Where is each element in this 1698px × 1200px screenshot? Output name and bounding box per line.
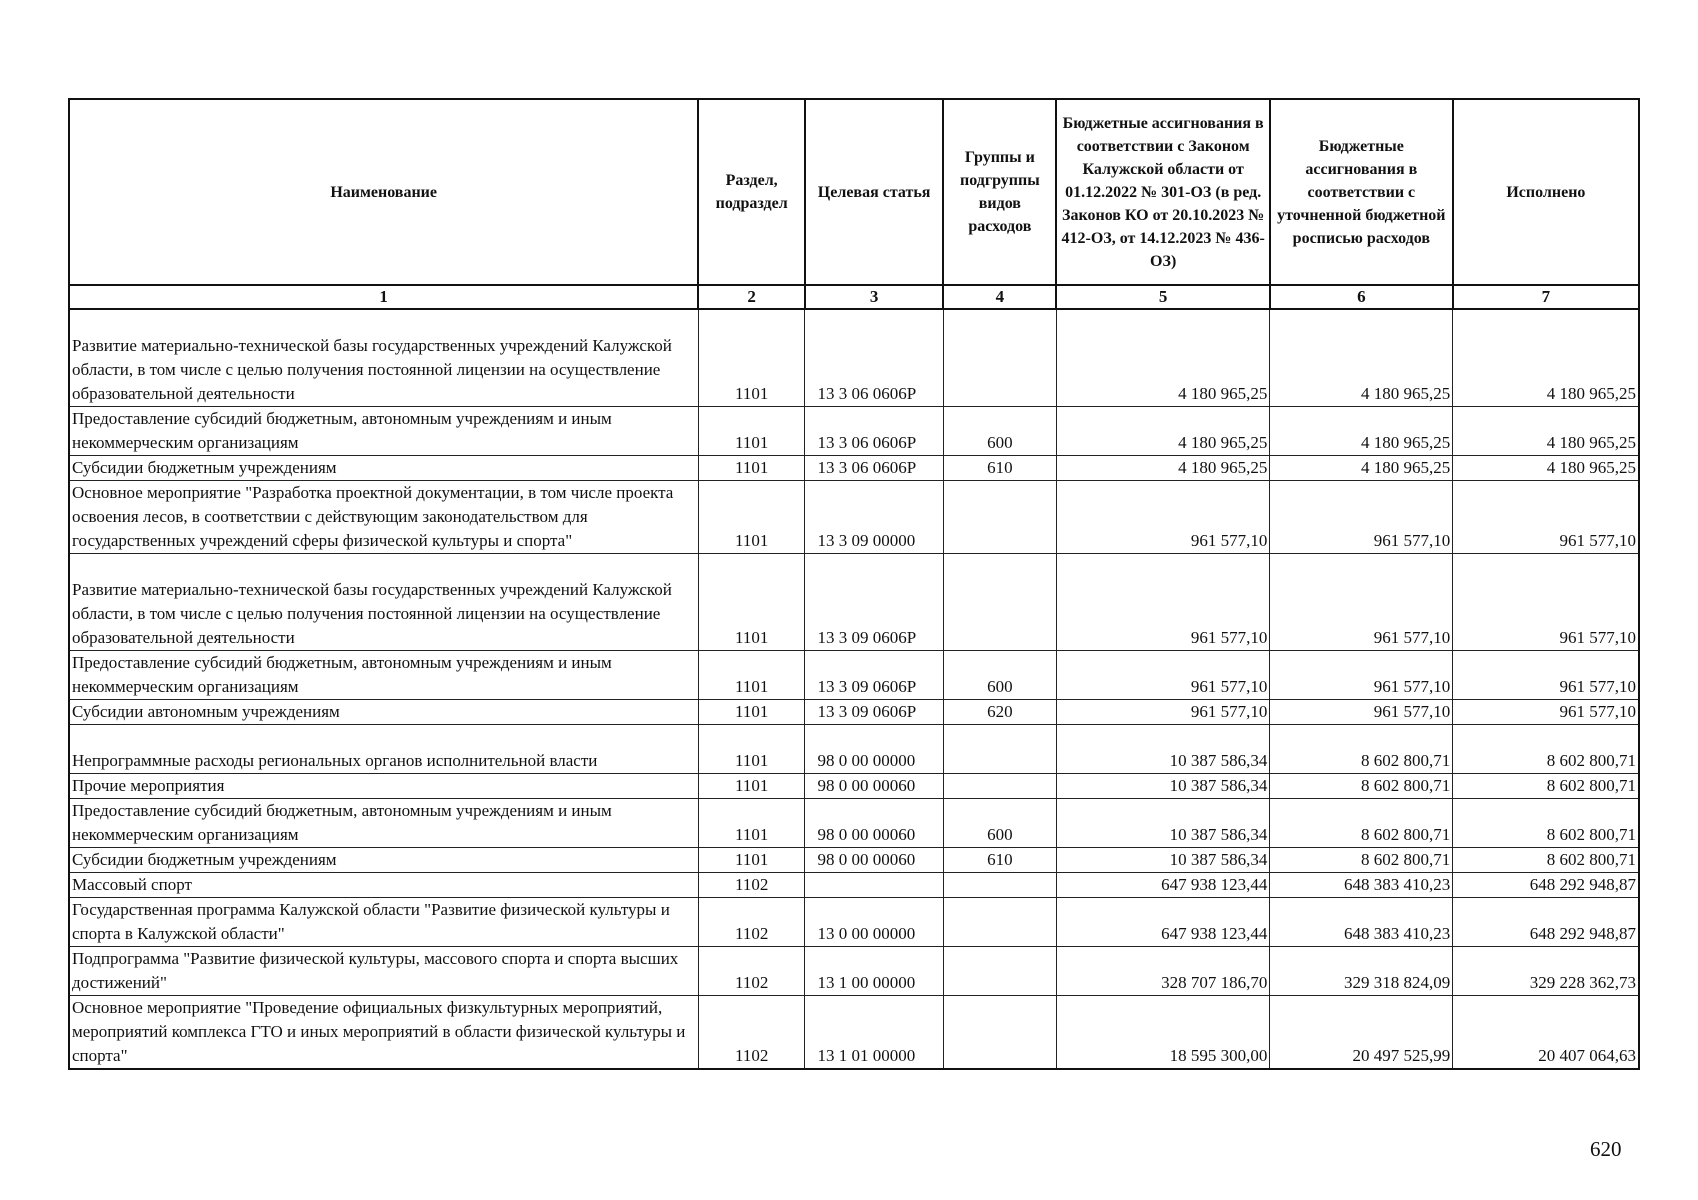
- row-section: 1101: [698, 309, 805, 407]
- table-row: [69, 947, 1639, 996]
- row-group: [943, 873, 1056, 898]
- row-section: 1101: [698, 407, 805, 456]
- row-refined: 20 497 525,99: [1270, 996, 1453, 1070]
- column-number-row: [69, 285, 1639, 309]
- row-executed: 648 292 948,87: [1453, 873, 1639, 898]
- page-number: 620: [1590, 1137, 1622, 1161]
- header-budget-law: Бюджетные ассигнования в соответствии с Законом Калужской области от 01.12.2022 № 301-ОЗ (в ред. Законов КО от 20.10.2023 № 412-ОЗ, от 14.12.2023 № 436-ОЗ): [1056, 99, 1269, 285]
- row-executed: 8 602 800,71: [1453, 799, 1639, 848]
- row-refined: 961 577,10: [1270, 481, 1453, 554]
- row-refined: 8 602 800,71: [1270, 774, 1453, 799]
- row-name: Прочие мероприятия: [69, 774, 698, 799]
- row-article: 13 3 09 00000: [805, 481, 943, 554]
- row-refined: 648 383 410,23: [1270, 873, 1453, 898]
- row-section: 1101: [698, 774, 805, 799]
- row-name: Массовый спорт: [69, 873, 698, 898]
- row-name: Субсидии автономным учреждениям: [69, 700, 698, 725]
- row-group: [943, 898, 1056, 947]
- row-section: 1102: [698, 898, 805, 947]
- row-budget: 10 387 586,34: [1056, 799, 1269, 848]
- table-row: [69, 898, 1639, 947]
- column-number: 1: [69, 285, 698, 309]
- row-section: 1102: [698, 873, 805, 898]
- row-executed: 961 577,10: [1453, 481, 1639, 554]
- row-group: 620: [943, 700, 1056, 725]
- row-budget: 10 387 586,34: [1056, 725, 1269, 774]
- row-group: 610: [943, 456, 1056, 481]
- row-section: 1102: [698, 947, 805, 996]
- row-section: 1101: [698, 554, 805, 651]
- row-group: 610: [943, 848, 1056, 873]
- budget-execution-table: [68, 98, 1640, 1070]
- row-executed: 8 602 800,71: [1453, 848, 1639, 873]
- row-executed: 4 180 965,25: [1453, 309, 1639, 407]
- row-name: Государственная программа Калужской области "Развитие физической культуры и спорта в Калужской области": [69, 898, 698, 947]
- table-row: [69, 848, 1639, 873]
- row-article: 13 3 06 0606Р: [805, 456, 943, 481]
- row-group: [943, 996, 1056, 1070]
- row-name: Развитие материально-технической базы государственных учреждений Калужской области, в том числе с целью получения постоянной лицензии на осуществление образовательной деятельности: [69, 554, 698, 651]
- row-budget: 18 595 300,00: [1056, 996, 1269, 1070]
- row-refined: 8 602 800,71: [1270, 799, 1453, 848]
- row-group: [943, 554, 1056, 651]
- row-name: Предоставление субсидий бюджетным, автономным учреждениям и иным некоммерческим организациям: [69, 799, 698, 848]
- table-row: [69, 407, 1639, 456]
- row-name: Основное мероприятие "Разработка проектной документации, в том числе проекта освоения лесов, в соответствии с действующим законодательством для государственных учреждений сферы физической культуры и спорта": [69, 481, 698, 554]
- row-refined: 648 383 410,23: [1270, 898, 1453, 947]
- table-row: [69, 700, 1639, 725]
- table-row: [69, 774, 1639, 799]
- table-row: [69, 873, 1639, 898]
- row-article: 98 0 00 00060: [805, 774, 943, 799]
- row-article: 13 1 00 00000: [805, 947, 943, 996]
- row-budget: 961 577,10: [1056, 554, 1269, 651]
- row-name: Субсидии бюджетным учреждениям: [69, 848, 698, 873]
- row-article: 13 1 01 00000: [805, 996, 943, 1070]
- table-header-row: [69, 99, 1639, 285]
- row-budget: 4 180 965,25: [1056, 456, 1269, 481]
- row-refined: 4 180 965,25: [1270, 456, 1453, 481]
- row-budget: 10 387 586,34: [1056, 848, 1269, 873]
- row-section: 1101: [698, 848, 805, 873]
- row-executed: 961 577,10: [1453, 554, 1639, 651]
- row-article: 13 3 09 0606Р: [805, 554, 943, 651]
- table-row: [69, 309, 1639, 407]
- table-row: [69, 651, 1639, 700]
- table-row: [69, 725, 1639, 774]
- row-article: 13 3 09 0606Р: [805, 700, 943, 725]
- row-name: Предоставление субсидий бюджетным, автономным учреждениям и иным некоммерческим организациям: [69, 651, 698, 700]
- row-refined: 8 602 800,71: [1270, 725, 1453, 774]
- row-refined: 961 577,10: [1270, 700, 1453, 725]
- column-number: 5: [1056, 285, 1269, 309]
- row-group: 600: [943, 407, 1056, 456]
- row-section: 1101: [698, 799, 805, 848]
- row-article: 13 3 06 0606Р: [805, 407, 943, 456]
- row-executed: 961 577,10: [1453, 651, 1639, 700]
- column-number: 6: [1270, 285, 1453, 309]
- row-article: [805, 873, 943, 898]
- column-number: 4: [943, 285, 1056, 309]
- row-executed: 8 602 800,71: [1453, 774, 1639, 799]
- row-budget: 10 387 586,34: [1056, 774, 1269, 799]
- row-name: Предоставление субсидий бюджетным, автономным учреждениям и иным некоммерческим организациям: [69, 407, 698, 456]
- header-article: Целевая статья: [805, 99, 943, 285]
- row-section: 1101: [698, 456, 805, 481]
- row-budget: 647 938 123,44: [1056, 898, 1269, 947]
- row-section: 1102: [698, 996, 805, 1070]
- row-group: [943, 725, 1056, 774]
- row-executed: 648 292 948,87: [1453, 898, 1639, 947]
- row-refined: 961 577,10: [1270, 554, 1453, 651]
- row-section: 1101: [698, 651, 805, 700]
- row-group: [943, 774, 1056, 799]
- row-article: 13 0 00 00000: [805, 898, 943, 947]
- row-name: Основное мероприятие "Проведение официальных физкультурных мероприятий, мероприятий комплекса ГТО и иных мероприятий в области физической культуры и спорта": [69, 996, 698, 1070]
- row-executed: 4 180 965,25: [1453, 407, 1639, 456]
- header-expense-group: Группы и подгруппы видов расходов: [943, 99, 1056, 285]
- row-article: 98 0 00 00060: [805, 799, 943, 848]
- row-refined: 961 577,10: [1270, 651, 1453, 700]
- table-row: [69, 996, 1639, 1070]
- row-budget: 4 180 965,25: [1056, 309, 1269, 407]
- row-budget: 961 577,10: [1056, 700, 1269, 725]
- header-executed: Исполнено: [1453, 99, 1639, 285]
- row-article: 13 3 06 0606Р: [805, 309, 943, 407]
- table-row: [69, 481, 1639, 554]
- row-budget: 4 180 965,25: [1056, 407, 1269, 456]
- header-section: Раздел, подраздел: [698, 99, 805, 285]
- row-executed: 20 407 064,63: [1453, 996, 1639, 1070]
- row-name: Подпрограмма "Развитие физической культуры, массового спорта и спорта высших достижений": [69, 947, 698, 996]
- row-executed: 961 577,10: [1453, 700, 1639, 725]
- row-budget: 961 577,10: [1056, 481, 1269, 554]
- row-article: 98 0 00 00060: [805, 848, 943, 873]
- row-group: 600: [943, 799, 1056, 848]
- row-group: 600: [943, 651, 1056, 700]
- budget-table-sheet: [68, 98, 1640, 1070]
- row-executed: 329 228 362,73: [1453, 947, 1639, 996]
- row-executed: 4 180 965,25: [1453, 456, 1639, 481]
- row-refined: 4 180 965,25: [1270, 309, 1453, 407]
- row-group: [943, 947, 1056, 996]
- row-group: [943, 309, 1056, 407]
- row-budget: 328 707 186,70: [1056, 947, 1269, 996]
- header-budget-refined: Бюджетные ассигнования в соответствии с уточненной бюджетной росписью расходов: [1270, 99, 1453, 285]
- table-row: [69, 799, 1639, 848]
- row-section: 1101: [698, 481, 805, 554]
- row-budget: 961 577,10: [1056, 651, 1269, 700]
- row-article: 98 0 00 00000: [805, 725, 943, 774]
- row-executed: 8 602 800,71: [1453, 725, 1639, 774]
- column-number: 7: [1453, 285, 1639, 309]
- row-refined: 4 180 965,25: [1270, 407, 1453, 456]
- row-budget: 647 938 123,44: [1056, 873, 1269, 898]
- row-section: 1101: [698, 700, 805, 725]
- table-row: [69, 554, 1639, 651]
- row-section: 1101: [698, 725, 805, 774]
- row-article: 13 3 09 0606Р: [805, 651, 943, 700]
- row-name: Непрограммные расходы региональных органов исполнительной власти: [69, 725, 698, 774]
- column-number: 2: [698, 285, 805, 309]
- table-row: [69, 456, 1639, 481]
- column-number: 3: [805, 285, 943, 309]
- row-group: [943, 481, 1056, 554]
- row-name: Развитие материально-технической базы государственных учреждений Калужской области, в том числе с целью получения постоянной лицензии на осуществление образовательной деятельности: [69, 309, 698, 407]
- row-refined: 329 318 824,09: [1270, 947, 1453, 996]
- header-name: Наименование: [69, 99, 698, 285]
- row-refined: 8 602 800,71: [1270, 848, 1453, 873]
- row-name: Субсидии бюджетным учреждениям: [69, 456, 698, 481]
